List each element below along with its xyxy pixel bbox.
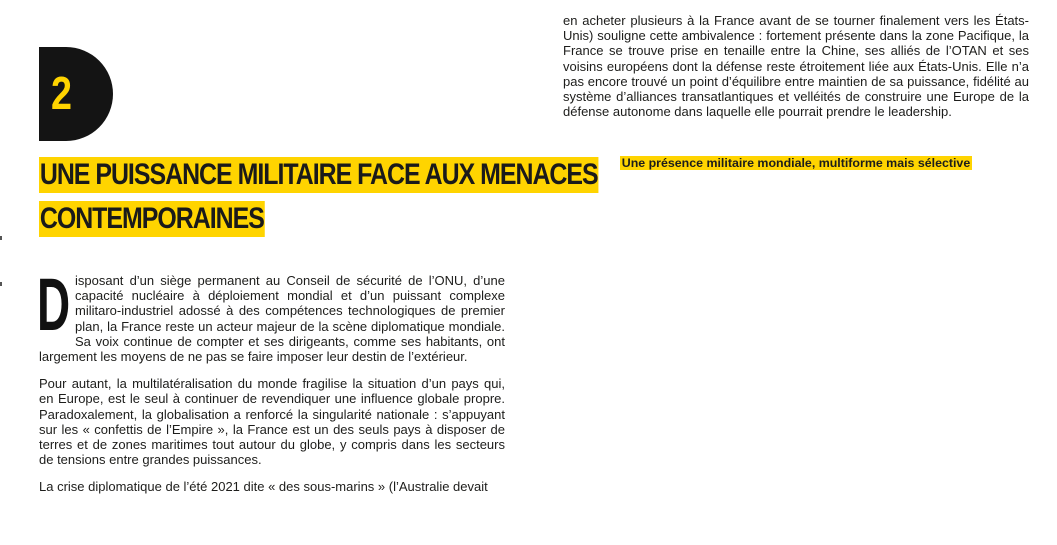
chapter-badge: [39, 47, 113, 141]
chapter-title: [39, 153, 598, 241]
intro-paragraph: [37, 263, 505, 365]
margin-mark: [0, 236, 2, 240]
intro-paragraph-text: isposant d’un siège permanent au Conseil de sécurité de l’ONU, d’une capacité nucléaire à déploiement mondial et d’un puissant complexe militaro-industriel adossé à des compétences technologiques de premier plan, la France reste un acteur majeur de la scène diplomatique mondiale. Sa voix continue de compter et ses dirigeants, comme ses habitants, ont largement les moyens de ne pas se faire imposer leur destin de l’extérieur.: [39, 273, 505, 365]
chapter-title-line: CONTEMPORAINES: [39, 202, 264, 235]
chapter-title-line: UNE PUISSANCE MILITAIRE FACE AUX MENACES: [39, 158, 598, 191]
left-text-column: [37, 263, 505, 507]
dropcap: D: [37, 263, 71, 346]
chapter-number: 2: [51, 67, 72, 119]
body-paragraph: La crise diplomatique de l’été 2021 dite « des sous-marins » (l’Australie devait: [39, 479, 488, 495]
body-paragraph: en acheter plusieurs à la France avant de se tourner finalement vers les États-Unis) souligne cette ambivalence : fortement présente dans la zone Pacifique, la France se trouve prise en tenaille entre la Chine, ses alliés de l’OTAN et ses voisins européens dont la défense reste étroitement liée aux États-Unis. Elle n’a pas encore trouvé un point d’équilibre entre maintien de sa puissance, fidélité au système d’alliances transatlantiques et velléités de construire une Europe de la défense autonome dans laquelle elle pourrait prendre le leadership.: [563, 13, 1029, 120]
right-text-column: [563, 13, 1029, 131]
section-subheading: [563, 155, 1029, 171]
section-subheading-text: Une présence militaire mondiale, multiforme mais sélective: [621, 156, 971, 170]
margin-mark: [0, 282, 2, 286]
body-paragraph: Pour autant, la multilatéralisation du monde fragilise la situation d’un pays qui, en Europe, est le seul à continuer de revendiquer une influence globale propre. Paradoxalement, la globalisation a renforcé la singularité nationale : s’appuyant sur les « confettis de l’Empire », la France est un des seuls pays à disposer de terres et de zones maritimes tout autour du globe, y compris dans les secteurs de tensions entre grandes puissances.: [39, 376, 505, 468]
